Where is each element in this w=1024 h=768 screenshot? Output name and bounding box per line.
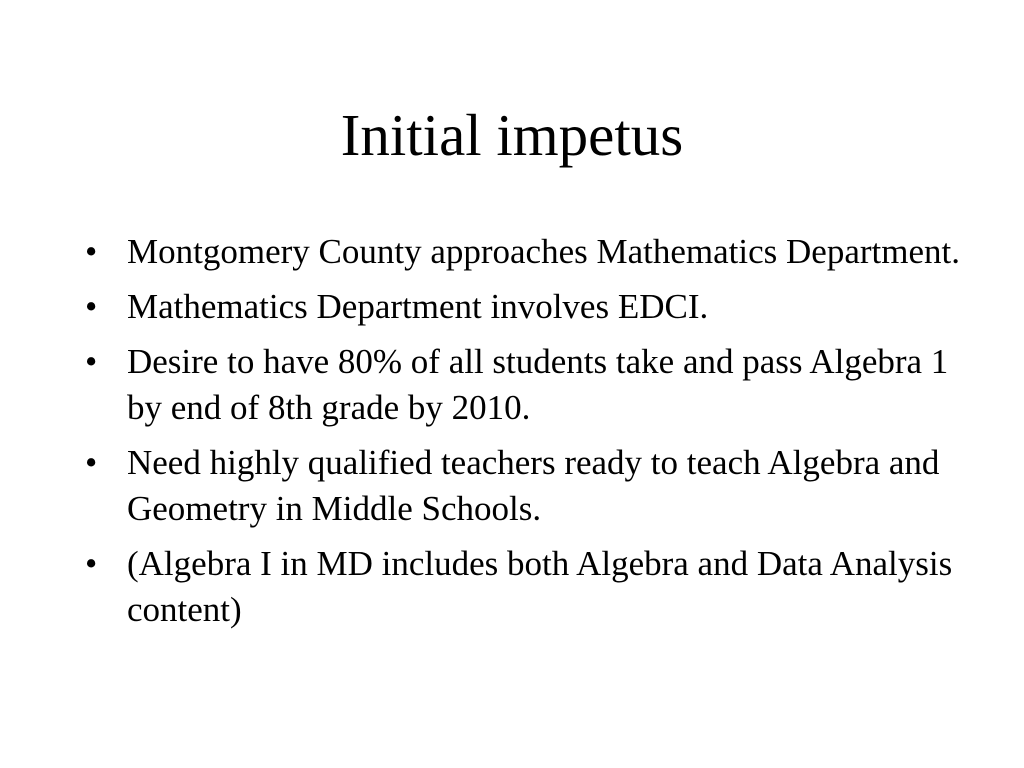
bullet-icon: •	[85, 443, 98, 482]
slide-title: Initial impetus	[340, 102, 684, 168]
bullet-item	[85, 284, 965, 330]
bullet-icon: •	[85, 287, 98, 326]
bullet-icon: •	[85, 544, 98, 583]
bullet-text: (Algebra I in MD includes both Algebra and Data Analysis content)	[127, 544, 953, 629]
bullet-item	[85, 229, 965, 275]
bullet-icon: •	[85, 232, 98, 271]
bullet-text: Mathematics Department involves EDCI.	[127, 287, 709, 326]
bullet-item	[85, 339, 965, 431]
bullet-list	[85, 229, 965, 642]
bullet-item	[85, 440, 965, 532]
bullet-item	[85, 541, 965, 633]
bullet-text: Montgomery County approaches Mathematics Department.	[127, 232, 960, 271]
bullet-icon: •	[85, 342, 98, 381]
bullet-text: Desire to have 80% of all students take and pass Algebra 1 by end of 8th grade by 2010.	[127, 342, 949, 427]
bullet-text: Need highly qualified teachers ready to teach Algebra and Geometry in Middle Schools.	[127, 443, 940, 528]
